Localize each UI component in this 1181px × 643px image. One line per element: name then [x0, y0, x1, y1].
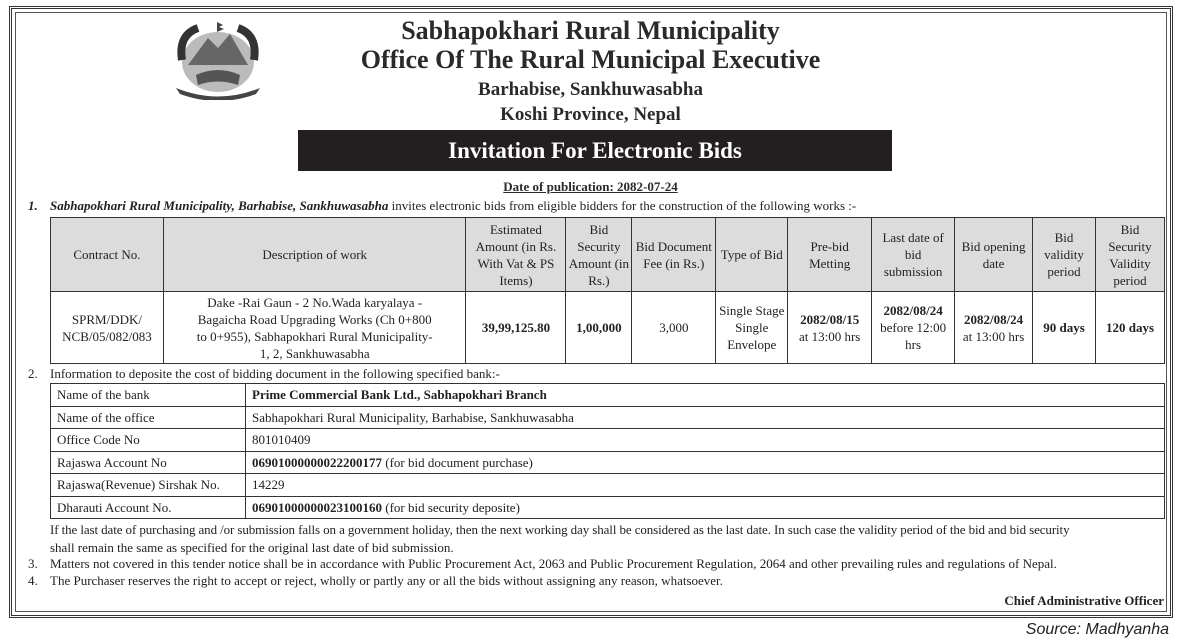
- col-header: Last date of bid submission: [872, 218, 955, 292]
- bank-table-row: [51, 474, 1165, 497]
- paragraph-4: [28, 573, 723, 589]
- bank-info-text: Information to deposite the cost of bidding document in the following specified bank:-: [50, 366, 500, 381]
- bank-field-value: [246, 451, 1165, 474]
- bank-field-label: Office Code No: [51, 429, 246, 452]
- col-header: Bid Security Amount (in Rs.): [566, 218, 632, 292]
- col-header: Description of work: [163, 218, 466, 292]
- paragraph-1: [28, 198, 856, 214]
- bank-value-bold: Prime Commercial Bank Ltd., Sabhapokhari Branch: [252, 387, 547, 403]
- bid-document-fee: 3,000: [632, 292, 716, 364]
- item-number: 2.: [28, 366, 38, 381]
- invitation-text: invites electronic bids from eligible bidders for the construction of the following works :-: [388, 198, 857, 213]
- bank-value-text: (for bid security deposite): [382, 499, 520, 515]
- paragraph-2: [28, 366, 500, 382]
- signatory: Chief Administrative Officer: [1004, 593, 1164, 608]
- works-table: [50, 217, 1165, 364]
- opening-date: 2082/08/24: [963, 311, 1024, 327]
- prebid-date: 2082/08/15: [800, 311, 860, 327]
- bank-field-value: [246, 406, 1165, 429]
- col-header: Bid Security Validity period: [1095, 218, 1164, 292]
- table-header-row: [51, 218, 1165, 292]
- last-date: 2082/08/24: [883, 303, 943, 318]
- bank-field-label: Name of the office: [51, 406, 246, 429]
- bank-value-bold: 06901000000022200177: [252, 454, 382, 470]
- col-header: Contract No.: [51, 218, 164, 292]
- work-description: Dake -Rai Gaun - 2 No.Wada karyalaya - Bagaicha Road Upgrading Works (Ch 0+800 to 0+955), Sabhapokhari Rural Municipality-1, 2, Sankhuwasabha: [163, 292, 466, 364]
- bid-validity: 90 days: [1033, 292, 1096, 364]
- bank-field-label: Rajaswa Account No: [51, 451, 246, 474]
- bank-field-label: Rajaswa(Revenue) Sirshak No.: [51, 474, 246, 497]
- province-line: Koshi Province, Nepal: [500, 104, 681, 125]
- bank-field-label: Dharauti Account No.: [51, 496, 246, 519]
- bid-type: Single Stage Single Envelope: [716, 292, 788, 364]
- prebid-meeting: [788, 292, 872, 364]
- bank-field-value: [246, 384, 1165, 407]
- bank-table-row: [51, 429, 1165, 452]
- bank-table-row: [51, 384, 1165, 407]
- col-header: Estimated Amount (in Rs. With Vat & PS Items): [466, 218, 566, 292]
- bank-table-row: [51, 496, 1165, 519]
- paragraph-3: [28, 556, 1057, 572]
- last-submission: [872, 292, 955, 364]
- estimated-amount: 39,99,125.80: [466, 292, 566, 364]
- holiday-note: [50, 521, 1170, 556]
- bank-value-text: Sabhapokhari Rural Municipality, Barhabise, Sankhuwasabha: [252, 409, 574, 425]
- bank-value-text: 801010409: [252, 432, 311, 448]
- bank-table: [50, 383, 1165, 519]
- item-number: 1.: [28, 198, 38, 213]
- bank-field-label: Name of the bank: [51, 384, 246, 407]
- publication-date: Date of publication: 2082-07-24: [503, 179, 678, 194]
- holiday-note-line: If the last date of purchasing and /or submission falls on a government holiday, then the next working day shall be considered as the last date. In such case the validity period of the bid and bid security: [50, 522, 1070, 537]
- bank-field-value: [246, 474, 1165, 497]
- bank-table-row: [51, 406, 1165, 429]
- col-header: Type of Bid: [716, 218, 788, 292]
- bank-value-text: 14229: [252, 477, 285, 493]
- bank-value-text: (for bid document purchase): [382, 454, 533, 470]
- bid-security-validity: 120 days: [1095, 292, 1164, 364]
- holiday-note-line: shall remain the same as specified for the original last date of bid submission.: [50, 539, 454, 555]
- municipality-name: Sabhapokhari Rural Municipality: [401, 16, 780, 45]
- col-header: Bid Document Fee (in Rs.): [632, 218, 716, 292]
- rights-text: The Purchaser reserves the right to accept or reject, wholly or partly any or all the bids without assigning any reason, whatsoever.: [50, 573, 723, 588]
- table-row: [51, 292, 1165, 364]
- office-name: Office Of The Rural Municipal Executive: [360, 45, 821, 74]
- bank-table-row: [51, 451, 1165, 474]
- contract-no: SPRM/DDK/ NCB/05/082/083: [51, 292, 164, 364]
- item-number: 4.: [28, 573, 38, 588]
- bid-opening: [955, 292, 1033, 364]
- col-header: Bid validity period: [1033, 218, 1096, 292]
- prebid-time: at 13:00 hrs: [798, 328, 861, 344]
- source-credit: Source: Madhyanha: [1025, 621, 1169, 638]
- bank-field-value: [246, 429, 1165, 452]
- bank-value-bold: 06901000000023100160: [252, 499, 382, 515]
- regulations-text: Matters not covered in this tender notice shall be in accordance with Public Procurement Act, 2063 and Public Procurement Regulation, 2064 and other prevailing rules and regulations of Nepal.: [50, 556, 1057, 571]
- col-header: Bid opening date: [955, 218, 1033, 292]
- bank-field-value: [246, 496, 1165, 519]
- invitation-entity: Sabhapokhari Rural Municipality, Barhabise, Sankhuwasabha: [50, 198, 389, 213]
- last-time: before 12:00 hrs: [880, 320, 947, 352]
- item-number: 3.: [28, 556, 38, 571]
- address-line: Barhabise, Sankhuwasabha: [478, 79, 703, 100]
- opening-time: at 13:00 hrs: [962, 328, 1025, 344]
- col-header: Pre-bid Metting: [788, 218, 872, 292]
- bid-security-amount: 1,00,000: [566, 292, 632, 364]
- notice-title-banner: Invitation For Electronic Bids: [298, 130, 892, 171]
